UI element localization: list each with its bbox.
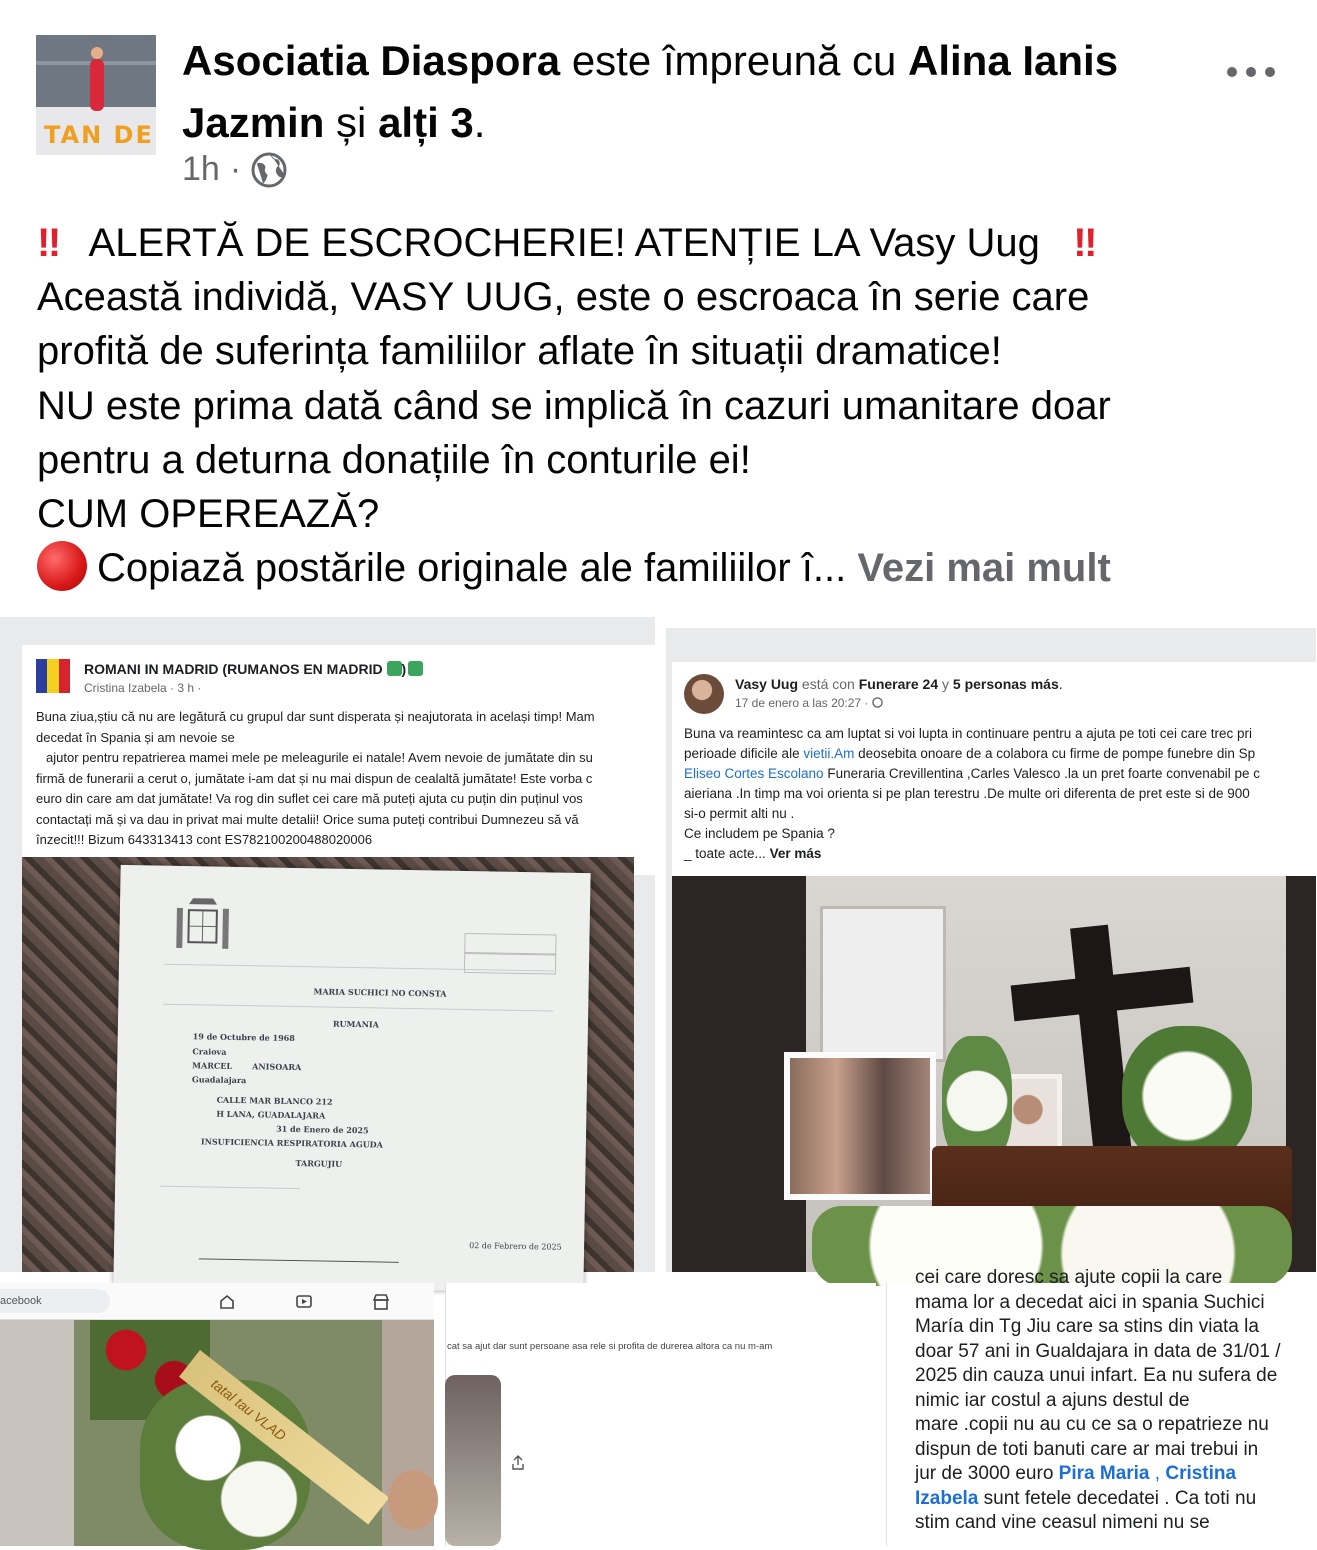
post-line-2: Această individă, VASY UUG, este o escroaca în serie care xyxy=(37,270,1297,324)
home-icon[interactable] xyxy=(218,1293,236,1311)
avatar-letters: TAN DE xyxy=(44,121,154,149)
screenshot-text: Buna ziua,știu că nu are legătură cu grupul dar sunt disperata și neajutorata in același timp! Mam decedat în Spania și am nevoie se ajutor pentru repatrierea mamei mele pe meleagurile ei natale! Avem nevoie de jumătate din su firmă de funerarii a cerut o, jumătate i-am dat și nu mai dispun de cealaltă jumătate! Este vorba c euro din care am dat jumătate! Va rog din suflet cei care mă puteți ajuta cu puțin din puținul vos contactați mă și va dau in privat mai multe detalii! Orice suma puteți contribui Dumnezeu să vă înzecit!!! Bizum 643313413 cont ES782100200488020006 xyxy=(36,707,595,851)
funeral-photo xyxy=(672,876,1316,1272)
video-icon[interactable] xyxy=(295,1293,313,1311)
tagged-person-2[interactable]: Jazmin xyxy=(182,99,324,146)
tag-link[interactable]: Pira Maria xyxy=(1059,1463,1150,1484)
meta-separator: · xyxy=(230,150,241,189)
period: . xyxy=(474,99,486,146)
post-text xyxy=(37,216,1297,595)
romania-flag-icon xyxy=(36,659,70,693)
marketplace-icon[interactable] xyxy=(372,1293,390,1311)
post-image-3[interactable] xyxy=(0,1283,434,1546)
post-line-6: CUM OPEREAZĂ? xyxy=(37,487,1297,541)
post-author-line: Vasy Uug está con Funerare 24 y 5 personas más. xyxy=(735,674,1063,695)
tagged-person[interactable]: Alina Ianis xyxy=(908,37,1118,84)
doc-mother: ANISOARA xyxy=(252,1061,301,1072)
post-line-1 xyxy=(37,216,1297,270)
document-photo xyxy=(22,857,634,1272)
doc-place: Craiova xyxy=(192,1046,226,1057)
poster-name[interactable]: Vasy Uug xyxy=(735,676,798,692)
window xyxy=(820,906,946,1062)
doc-burial: TARGUJIU xyxy=(295,1158,342,1169)
screenshot-card xyxy=(22,645,655,875)
tag-link[interactable]: Cristina xyxy=(1165,1463,1236,1484)
doc-date: 19 de Octubre de 1968 xyxy=(193,1031,295,1043)
check-icon xyxy=(408,661,423,676)
paper-document xyxy=(113,865,590,1293)
post-line-3: profită de suferința familiilor aflate în situații dramatice! xyxy=(37,324,1297,378)
flowers-right xyxy=(1122,1026,1252,1166)
screenshot-text: Buna va reamintesc ca am luptat si voi lupta in continuare pentru a ajuta pe toti cei care trec pri perioade dificile ale vietii.Am deosebita onoare de a colabora cu firme de pompe funebre din Sp Eliseo Cortes Escolano Funeraria Crevillentina ,Carles Valesco .la un pret foarte convenabil pe c aieriana .In timp ma voi orienta si pe plan terestru .De multe ori diferenta de pret este si de 900 si-o permit alti nu . Ce includem pe Spania ? _ toate acte... Ver más xyxy=(684,724,1260,864)
post-line-7 xyxy=(37,541,1297,595)
with-text: este împreună cu xyxy=(560,37,908,84)
ribbon: tatal tau VLAD xyxy=(179,1350,389,1525)
post-image-2[interactable] xyxy=(666,628,1316,1272)
see-more-link[interactable]: Ver más xyxy=(770,846,822,861)
doc-sign-date: 02 de Febrero de 2025 xyxy=(469,1241,562,1252)
mention-link[interactable]: Eliseo Cortes Escolano xyxy=(684,766,824,781)
doc-country: RUMANIA xyxy=(333,1019,379,1030)
others-link[interactable]: alți 3 xyxy=(378,99,474,146)
red-circle-icon xyxy=(37,541,87,591)
post-time[interactable]: 1h xyxy=(182,150,220,189)
author-name[interactable]: Asociatia Diaspora xyxy=(182,37,560,84)
search-pill[interactable]: acebook xyxy=(0,1289,110,1313)
post-author-line: Cristina Izabela · 3 h · xyxy=(84,678,201,699)
avatar-person-head xyxy=(91,47,103,59)
post-meta xyxy=(182,150,287,189)
doc-city: Guadalajara xyxy=(192,1074,246,1085)
doc-death: 31 de Enero de 2025 xyxy=(276,1124,369,1136)
poster-avatar[interactable] xyxy=(684,674,724,714)
photo-collage xyxy=(784,1052,936,1200)
wreath-photo xyxy=(0,1320,434,1546)
see-more-link[interactable]: Vezi mai mult xyxy=(857,546,1110,590)
avatar-person xyxy=(90,59,104,111)
post-line-5: pentru a deturna donațiile în conturile ei! xyxy=(37,433,1297,487)
doc-hospital: H LANA, GUADALAJARA xyxy=(216,1109,325,1121)
globe-icon[interactable] xyxy=(251,152,287,188)
and-text: și xyxy=(324,99,378,146)
tag-link[interactable]: Izabela xyxy=(915,1488,978,1509)
post-date: 17 de enero a las 20:27 · xyxy=(735,693,883,714)
child-face xyxy=(388,1470,438,1530)
screenshot-card xyxy=(672,662,1316,1272)
share-icon[interactable] xyxy=(511,1455,525,1471)
screenshot-text: cei care doresc sa ajute copii la care mama lor a decedat aici in spania Suchici María din Tg Jiu care sa stins din viata la doar 57 ani in Gualdajara in data de 31/01 / 2025 din cauza unui infart. Ea nu sufera de nimic iar costul a ajuns destul de mare .copii nu au cu ce sa o repatrieze nu dispun de toti banuti care ar mai trebui in jur de 3000 euro Pira Maria , Cristina Izabela sunt fetele decedatei . Ca toti nu stim cand vine ceasul nimeni nu se xyxy=(915,1266,1281,1536)
group-name[interactable]: ROMANI IN MADRID (RUMANOS EN MADRID ) xyxy=(84,659,423,680)
thumbnail-photo xyxy=(445,1375,501,1546)
screenshot-frame xyxy=(445,1283,876,1546)
post-image-1[interactable] xyxy=(0,617,655,1272)
coat-of-arms-icon xyxy=(174,896,231,957)
post-header xyxy=(182,30,1202,154)
more-options-button[interactable] xyxy=(1226,44,1276,89)
mention-link[interactable]: vietii.Am xyxy=(803,746,854,761)
post-line-7-text: Copiază postările originale ale familiilor î... xyxy=(97,546,846,590)
more-icon xyxy=(1226,65,1276,79)
post-image-5[interactable] xyxy=(886,1283,1316,1546)
post-line-1-text: ALERTĂ DE ESCROCHERIE! ATENȚIE LA Vasy Uug xyxy=(89,221,1040,265)
doc-father: MARCEL xyxy=(192,1060,232,1071)
poster-name[interactable]: Cristina Izabela xyxy=(84,681,167,695)
screenshot-caption: cat sa ajut dar sunt persoane asa rele si profita de durerea altora ca nu m-am xyxy=(447,1337,772,1358)
doc-name: MARIA SUCHICI NO CONSTA xyxy=(313,986,446,998)
alert-icon: ‼ xyxy=(1073,221,1091,265)
check-icon xyxy=(387,661,402,676)
post-line-4: NU este prima dată când se implică în cazuri umanitare doar xyxy=(37,379,1297,433)
alert-icon: ‼ xyxy=(37,221,55,265)
post-image-4[interactable] xyxy=(445,1283,875,1546)
doc-cause: INSUFICIENCIA RESPIRATORIA AGUDA xyxy=(201,1136,383,1149)
page-link[interactable]: Funerare 24 xyxy=(859,676,938,692)
page-avatar[interactable] xyxy=(36,35,156,155)
doc-address: CALLE MAR BLANCO 212 xyxy=(217,1095,333,1107)
globe-icon xyxy=(872,697,883,708)
app-top-bar xyxy=(0,1283,434,1320)
others-link[interactable]: 5 personas más xyxy=(953,676,1059,692)
